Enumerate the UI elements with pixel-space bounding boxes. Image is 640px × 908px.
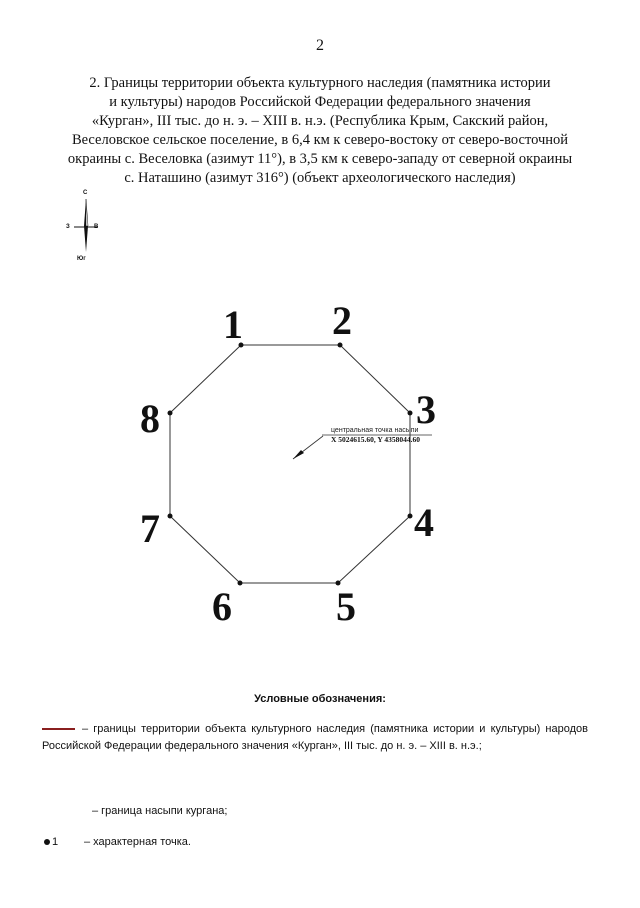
boundary-point-3 — [408, 411, 413, 416]
point-label-1: 1 — [223, 302, 243, 347]
point-label-8: 8 — [140, 396, 160, 441]
heading-line-4: Веселовское сельское поселение, в 6,4 км к северо-востоку от северо-восточной — [71, 132, 569, 148]
mound-boundary — [170, 345, 410, 583]
point-label-3: 3 — [416, 387, 436, 432]
heading-line-2: и культуры) народов Российской Федерации федерального значения — [109, 94, 531, 110]
boundary-point-8 — [168, 411, 173, 416]
legend-title: Условные обозначения: — [254, 693, 386, 705]
legend-border-text: – границы территории объекта культурного наследия (памятника истории и культуры) народов Российской Федерации федерального значения «Курган», III тыс. до н. э. – XIII в. н.э.; — [42, 723, 588, 752]
center-point-callout — [293, 427, 432, 459]
point-label-6: 6 — [212, 584, 232, 629]
legend-mound-text: – граница насыпи кургана; — [92, 805, 228, 817]
boundary-point-6 — [238, 581, 243, 586]
center-point-caption: центральная точка насыпи — [331, 427, 419, 434]
document-heading — [40, 74, 600, 188]
compass-east-label: В — [94, 224, 99, 230]
boundary-point-2 — [338, 343, 343, 348]
point-label-5: 5 — [336, 584, 356, 629]
compass-north-label: С — [83, 190, 88, 196]
page-number: 2 — [316, 37, 324, 54]
boundary-point-4 — [408, 514, 413, 519]
heading-line-5: окраины с. Веселовка (азимут 11°), в 3,5 км к северо-западу от северной окраины — [67, 151, 573, 167]
center-point-coords: X 5024615.60, Y 4358044.60 — [331, 435, 421, 444]
center-point-arrow-icon — [293, 450, 304, 459]
compass-arrow-icon — [62, 190, 112, 266]
compass-rose — [62, 190, 112, 266]
legend-point-number: 1 — [52, 836, 59, 848]
heading-line-6: с. Наташино (азимут 316°) (объект археологического наследия) — [124, 170, 516, 186]
point-label-4: 4 — [414, 500, 434, 545]
mound-plan — [0, 290, 640, 630]
heading-line-3: «Курган», III тыс. до н. э. – XIII в. н.э. (Республика Крым, Сакский район, — [91, 113, 549, 129]
compass-west-label: З — [66, 224, 70, 230]
compass-south-label: Юг — [77, 256, 86, 262]
legend-point-text: – характерная точка. — [84, 836, 191, 848]
boundary-point-7 — [168, 514, 173, 519]
legend-point-icon — [44, 839, 50, 845]
point-label-2: 2 — [332, 298, 352, 343]
point-label-7: 7 — [140, 506, 160, 551]
heading-line-1: 2. Границы территории объекта культурного наследия (памятника истории — [89, 75, 551, 91]
